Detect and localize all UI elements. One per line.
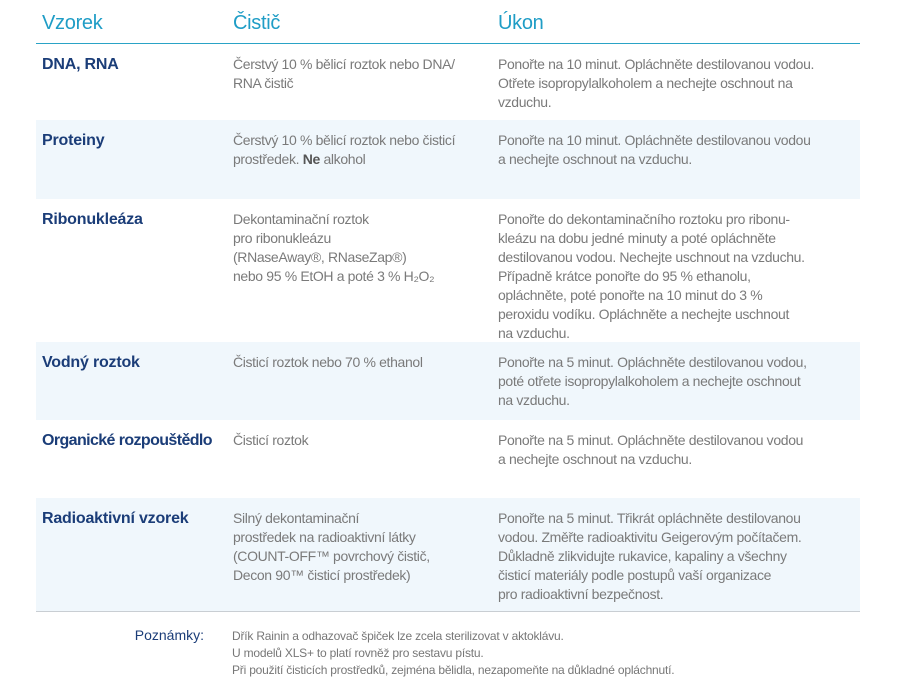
action-line: vodou. Změřte radioaktivitu Geigerovým počítačem.	[498, 529, 802, 545]
table-header	[36, 0, 860, 44]
sample-name: Vodný roztok	[42, 354, 140, 371]
sample-name: Ribonukleáza	[42, 211, 143, 228]
sample-name: Organické rozpouštědlo	[42, 432, 212, 449]
table-row	[36, 44, 860, 120]
table-row	[36, 342, 860, 420]
cleaner-line: RNA čistič	[233, 75, 294, 91]
action-cell	[498, 353, 807, 410]
notes-label: Poznámky:	[134, 627, 204, 643]
action-line: na vzduchu.	[498, 392, 570, 408]
note-line: Při použití čisticích prostředků, zejména bělidla, nezapomeňte na důkladné opláchnutí.	[232, 663, 675, 677]
cleaner-line: Dekontaminační roztok	[233, 211, 369, 227]
table-row	[36, 120, 860, 199]
cleaner-cell	[233, 509, 430, 585]
cleaner-cell	[233, 431, 308, 450]
action-line: Otřete isopropylalkoholem a nechejte oschnout na	[498, 75, 793, 91]
notes-list	[232, 628, 674, 679]
action-line: destilovanou vodou. Nechejte uschnout na vzduchu.	[498, 249, 805, 265]
cleaner-line: pro ribonukleázu	[233, 230, 331, 246]
action-line: Ponořte do dekontaminačního roztoku pro ribonu-	[498, 211, 790, 227]
text-segment: prostředek.	[233, 151, 303, 167]
sample-name: DNA, RNA	[42, 56, 119, 73]
cleaner-line: Čisticí roztok nebo 70 % ethanol	[233, 354, 423, 370]
cleaner-cell	[233, 55, 455, 93]
cleaner-line: nebo 95 % EtOH a poté 3 % H₂O₂	[233, 268, 435, 284]
note-line: U modelů XLS+ to platí rovněž pro sestavu pístu.	[232, 646, 484, 660]
action-line: Ponořte na 10 minut. Opláchněte destilovanou vodou.	[498, 56, 815, 72]
action-cell	[498, 509, 801, 604]
sample-name: Proteiny	[42, 132, 105, 149]
action-line: kleázu na dobu jedné minuty a poté opláchněte	[498, 230, 776, 246]
cleaner-line: Silný dekontaminační	[233, 510, 360, 526]
action-line: peroxidu vodíku. Opláchněte a nechejte uschnout	[498, 306, 789, 322]
emphasis-text: Ne	[302, 151, 320, 167]
action-cell	[498, 431, 803, 469]
sample-name: Radioaktivní vzorek	[42, 510, 189, 527]
cleaner-line: Čisticí roztok	[233, 432, 309, 448]
action-cell	[498, 210, 805, 343]
action-line: a nechejte oschnout na vzduchu.	[498, 451, 692, 467]
cleaner-line: (COUNT-OFF™ povrchový čistič,	[233, 548, 430, 564]
action-line: Ponořte na 5 minut. Třikrát opláchněte destilovanou	[498, 510, 801, 526]
action-cell	[498, 55, 814, 112]
cleaner-cell	[233, 210, 434, 286]
action-line: Ponořte na 10 minut. Opláchněte destilovanou vodou	[498, 132, 811, 148]
action-line: Ponořte na 5 minut. Opláchněte destilovanou vodou	[498, 432, 804, 448]
action-line: a nechejte oschnout na vzduchu.	[498, 151, 692, 167]
cleaner-cell	[233, 353, 423, 372]
header-ukon: Úkon	[498, 12, 544, 34]
action-line: opláchněte, poté ponořte na 10 minut do 3 %	[498, 287, 763, 303]
table-row	[36, 420, 860, 498]
header-cistic: Čistič	[233, 12, 281, 34]
action-line: čisticí materiály podle postupů vaší organizace	[498, 567, 772, 583]
cleaner-line	[233, 150, 455, 169]
action-line: poté otřete isopropylalkoholem a nechejte oschnout	[498, 373, 801, 389]
note-line: Dřík Rainin a odhazovač špiček lze zcela sterilizovat v aktoklávu.	[232, 629, 564, 643]
cleaner-line: Čerstvý 10 % bělicí roztok nebo čisticí	[233, 132, 456, 148]
action-cell	[498, 131, 811, 169]
table-row	[36, 199, 860, 342]
cleaner-cell	[233, 131, 455, 169]
action-line: vzduchu.	[498, 94, 552, 110]
action-line: pro radioaktivní bezpečnost.	[498, 586, 664, 602]
table-bottom-rule	[36, 611, 860, 612]
cleaner-line: Decon 90™ čisticí prostředek)	[233, 567, 411, 583]
cleaner-line: (RNaseAway®, RNaseZap®)	[233, 249, 407, 265]
header-vzorek: Vzorek	[42, 12, 103, 34]
cleaner-line: Čerstvý 10 % bělicí roztok nebo DNA/	[233, 56, 455, 72]
action-line: Případně krátce ponořte do 95 % ethanolu,	[498, 268, 751, 284]
cleaner-line: prostředek na radioaktivní látky	[233, 529, 416, 545]
table-row	[36, 498, 860, 611]
text-segment: alkohol	[319, 151, 366, 167]
action-line: Ponořte na 5 minut. Opláchněte destilovanou vodou,	[498, 354, 807, 370]
action-line: Důkladně zlikvidujte rukavice, kapaliny a všechny	[498, 548, 787, 564]
action-line: na vzduchu.	[498, 325, 570, 341]
